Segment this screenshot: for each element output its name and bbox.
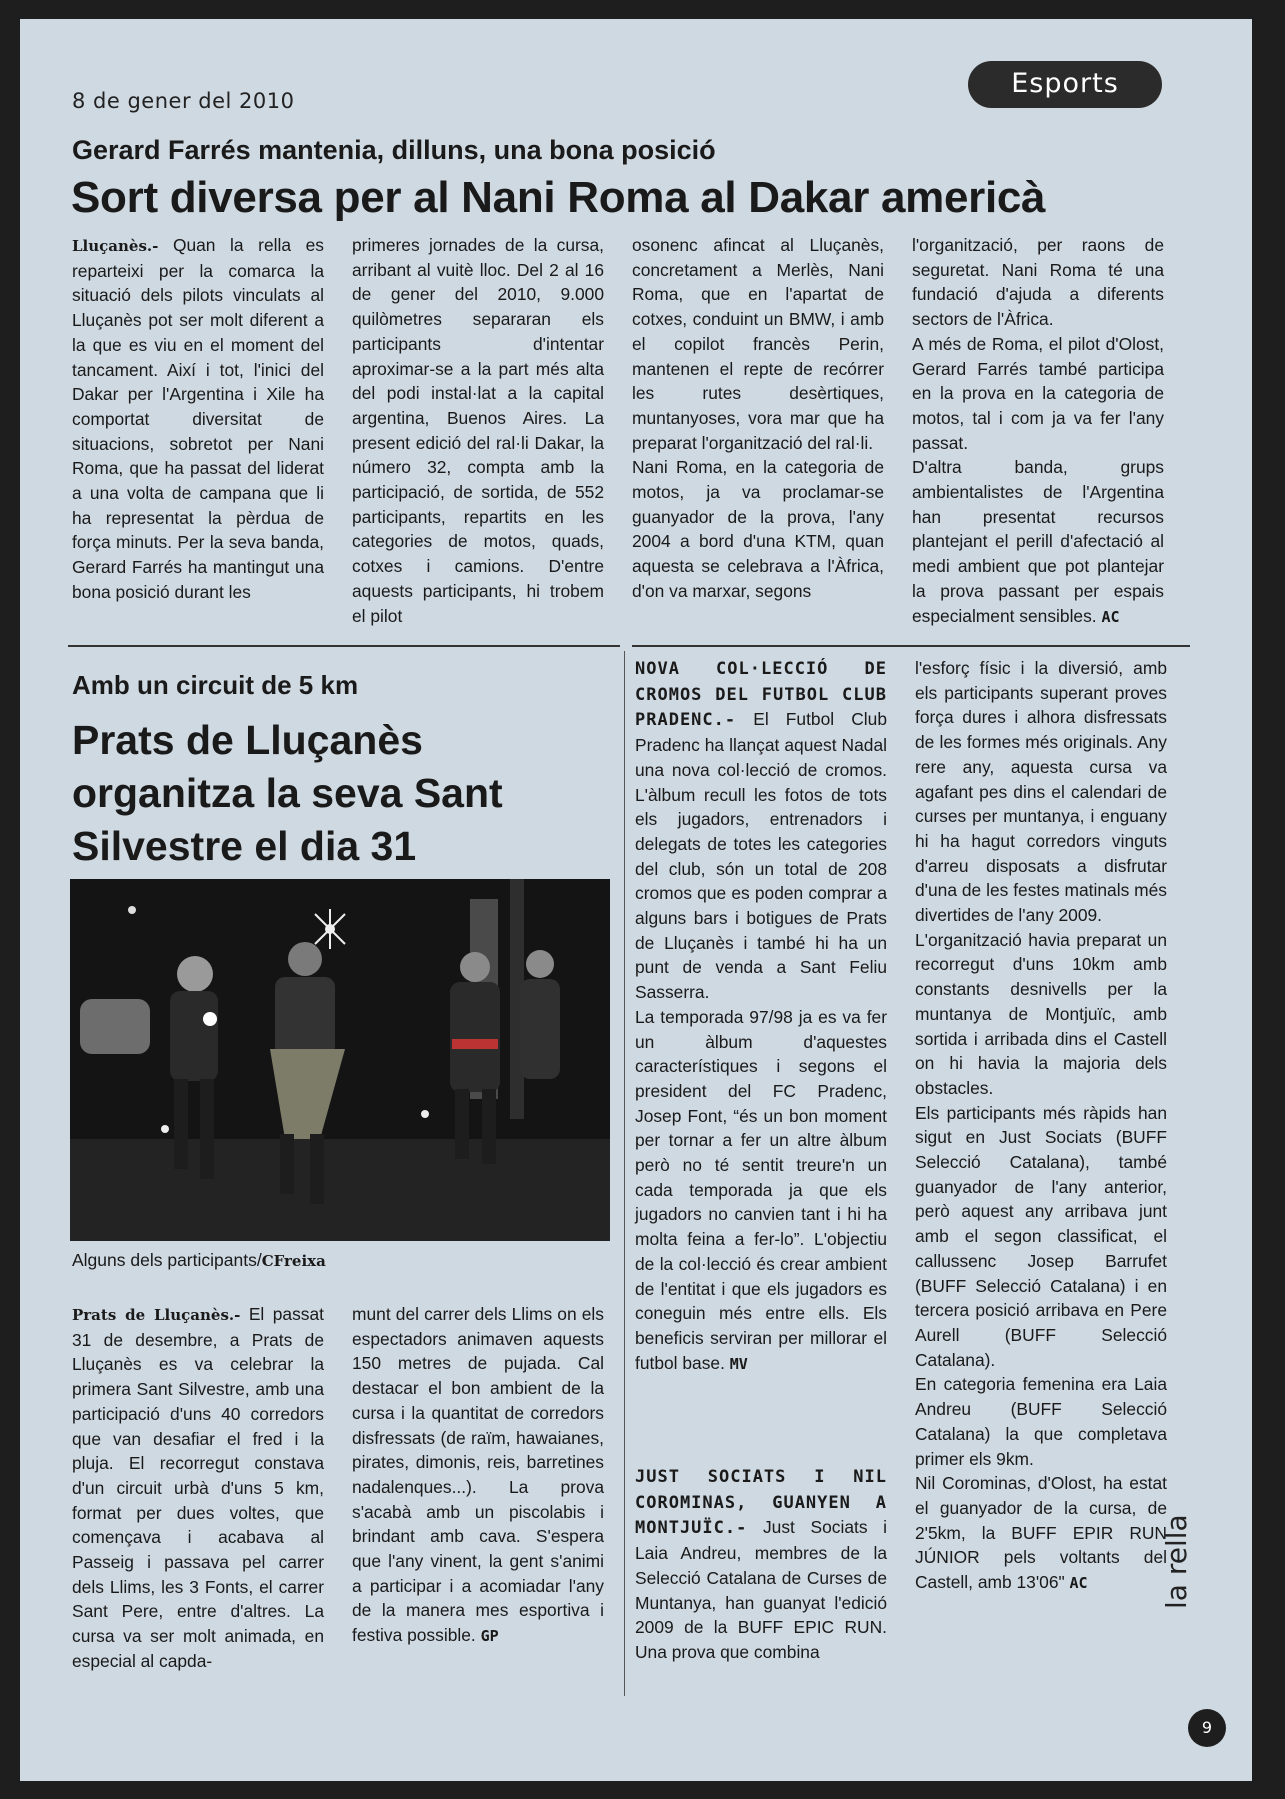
issue-date: 8 de gener del 2010	[72, 89, 295, 113]
article1-kicker: Gerard Farrés mantenia, dilluns, una bona posició	[72, 135, 716, 165]
article1-column-1	[72, 233, 324, 605]
article3-headline: NOVA COL·LECCIÓ DE CROMOS DEL FUTBOL CLUB PRADENC.-	[635, 659, 887, 731]
article3-body: El Futbol Club Pradenc ha llançat aquest Nadal una nova col·lecció de cromos. L'àlbum recull les fotos de tots els jugadors, entrenadors i delegats de totes les categories del club, són un total de 208 cromos que es poden comprar a alguns bars i botigues de Prats de Lluçanès i també hi ha un punt de venda a Sant Feliu Sasserra. La temporada 97/98 ja es va fer un àlbum d'aquestes característiques i segons el president del FC Pradenc, Josep Font, “és un bon moment per tornar a fer un altre àlbum però no té sentit treure'n un cada temporada ja que els jugadors no canvien tant i hi ha molta feina a fer-lo”. L'objectiu de la col·lecció és crear ambient de l'entitat i que els jugadors es coneguin més entre ells. Els beneficis serviran per millorar el futbol base.	[635, 709, 887, 1373]
article1-column-4	[912, 233, 1164, 629]
section-badge: Esports	[968, 61, 1162, 108]
article2-text-2: munt del carrer dels Llims on els espectadors animaven aquests 150 metres de pujada. Cal destacar el bon ambient de la cursa i la quantitat de corredors disfressats (de raïm, hawaianes, pirates, dimonis, reis, barretines nadalenques...). La prova s'acabà amb un piscolabis i brindant amb cava. S'espera que l'any vinent, la gent s'animi a participar i a acomiadar l'any de la manera mes esportiva i festiva possible.	[352, 1304, 604, 1646]
divider-right	[632, 645, 1190, 647]
newspaper-page	[20, 19, 1252, 1781]
article2-column-1	[72, 1302, 324, 1674]
caption-text: Alguns dels participants/	[72, 1250, 262, 1270]
runners-photo	[70, 879, 610, 1241]
divider-left	[68, 645, 620, 647]
caption-credit: CFreixa	[261, 1252, 326, 1270]
brand-logo: la rella	[1160, 1514, 1193, 1609]
article3-signature: MV	[729, 1354, 748, 1373]
article1-text-1: Quan la rella es reparteixi per la comarca la situació dels pilots vinculats al Lluçanès pot ser molt diferent a la que es viu en el moment del tancament. Així i tot, l'inici del Dakar per l'Argentina i Xile ha comportat diversitat de situacions, sobretot per Nani Roma, que ha passat del liderat a una volta de campana que li ha representat la pèrdua de força minuts. Per la seva banda, Gerard Farrés ha mantingut una bona posició durant les	[72, 235, 324, 602]
article4-column-2	[915, 656, 1167, 1596]
article2-lead: Prats de Lluçanès.-	[72, 1306, 241, 1324]
article1-headline: Sort diversa per al Nani Roma al Dakar americà	[71, 173, 1046, 222]
article2-headline: Prats de Lluçanès organitza la seva Sant Silvestre el dia 31	[72, 717, 503, 869]
article1-lead: Lluçanès.-	[72, 237, 159, 255]
page-number: 9	[1188, 1709, 1226, 1747]
article1-signature: AC	[1101, 607, 1120, 626]
article4-signature: AC	[1069, 1574, 1088, 1593]
photo-caption	[72, 1250, 326, 1271]
article1-column-2: primeres jornades de la cursa, arribant al vuitè lloc. Del 2 al 16 de gener del 2010, 9.000 quilòmetres separaran els participants d'intentar aproximar-se a la part més alta del podi instal·lat a la capital argentina, Buenos Aires. La present edició del ral·li Dakar, la número 32, compta amb la participació, de sortida, de 552 participants, repartits en les categories de motos, quads, cotxes i camions. D'entre aquests participants, hi trobem el pilot	[352, 235, 604, 626]
article3-column	[635, 656, 887, 1376]
article4-column-1	[635, 1464, 887, 1665]
column-divider	[624, 651, 625, 1696]
article4-headline: JUST SOCIATS I NIL COROMINAS, GUANYEN A MONTJUÏC.-	[635, 1467, 887, 1539]
article2-column-2	[352, 1302, 604, 1649]
article1-column-3: osonenc afincat al Lluçanès, concretament a Merlès, Nani Roma, que en l'apartat de cotxes, conduint un BMW, i amb el copilot francès Perin, mantenen el repte de recórrer les rutes desèrtiques, muntanyoses, vora mar que ha preparat l'organització del ral·li. Nani Roma, en la categoria de motos, ja va proclamar-se guanyador de la prova, l'any 2004 a bord d'una KTM, quan aquesta se celebrava a l'Àfrica, d'on va marxar, segons	[632, 235, 884, 601]
article4-body-b: l'esforç físic i la diversió, amb els participants superant proves força dures i alhora disfressats de les formes més originals. Any rere any, aquesta cursa va agafant pes dins el calendari de curses per muntanya, i enguany hi ha hagut corredors vinguts d'arreu disposats a disfrutar d'una de les festes matinals més divertides de l'any 2009. L'organització havia preparat un recorregut d'uns 10km amb constants desnivells per la muntanya de Montjuïc, amb sortida i arribada dins el Castell on hi havia la majoria dels obstacles. Els participants més ràpids han sigut en Just Sociats (BUFF Selecció Catalana), també guanyador de l'any anterior, però aquest any arribava junt amb el segon classificat, el callussenc Josep Barrufet (BUFF Selecció Catalana) i en tercera posició arribava en Pere Aurell (BUFF Selecció Catalana). En categoria femenina era Laia Andreu (BUFF Selecció Catalana) la que completava primer els 9km. Nil Corominas, d'Olost, ha estat el guanyador de la cursa, de 2'5km, la BUFF EPIR RUN JÚNIOR pels voltants del Castell, amb 13'06"	[915, 658, 1167, 1593]
night-race-image	[70, 879, 610, 1241]
article4-body-a: Just Sociats i Laia Andreu, membres de la Selecció Catalana de Curses de Muntanya, han guanyat l'edició 2009 de la BUFF EPIC RUN. Una prova que combina	[635, 1517, 887, 1662]
article2-signature: GP	[480, 1627, 499, 1646]
article2-kicker: Amb un circuit de 5 km	[72, 670, 359, 700]
article2-text-1: El passat 31 de desembre, a Prats de Lluçanès es va celebrar la primera Sant Silvestre, amb una participació d'uns 40 corredors que van desafiar el fred i la pluja. El recorregut constava d'un circuit urbà d'uns 5 km, format per dues voltes, que començava i acabava al Passeig i passava pel carrer dels Llims, les 3 Fonts, el carrer Sant Pere, entre d'altres. La cursa va ser molt animada, en especial al capda-	[72, 1304, 324, 1671]
article1-text-4: l'organització, per raons de seguretat. Nani Roma té una fundació d'ajuda a diferents sectors de l'Àfrica. A més de Roma, el pilot d'Olost, Gerard Farrés també participa en la prova en la categoria de motos, tal i com ja va fer l'any passat. D'altra banda, grups ambientalistes de l'Argentina han presentat recursos plantejant el perill d'afectació al medi ambient que pot plantejar la prova passant per espais especialment sensibles.	[912, 235, 1164, 626]
